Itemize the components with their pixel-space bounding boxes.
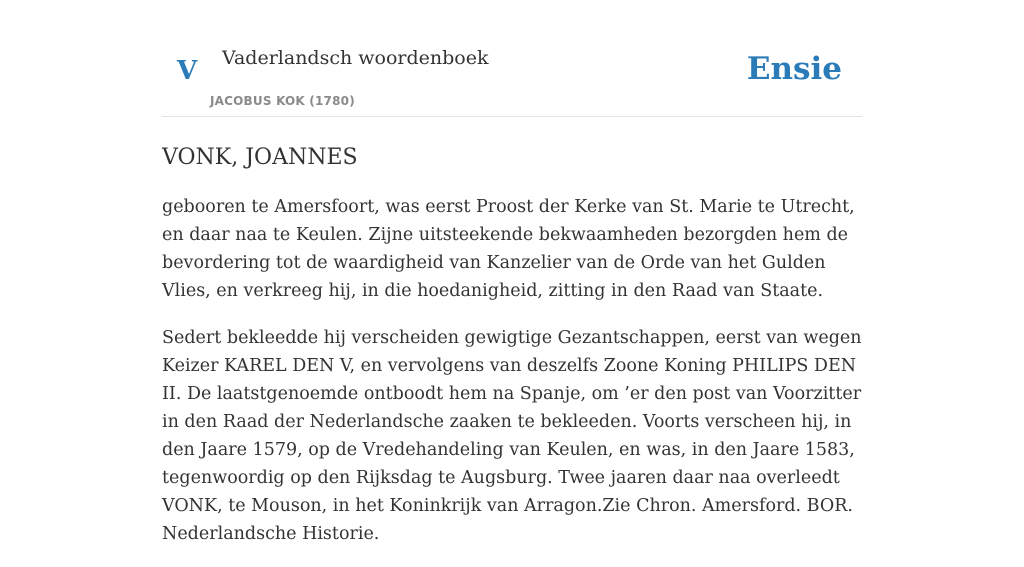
- letter-index-link[interactable]: V: [177, 56, 198, 86]
- ensie-logo-link[interactable]: Ensie: [746, 51, 842, 87]
- book-author: JACOBUS KOK (1780): [210, 94, 355, 108]
- book-title-link[interactable]: Vaderlandsch woordenboek: [222, 47, 489, 69]
- article-body: [162, 193, 862, 548]
- site-header: [162, 0, 862, 117]
- article-paragraph: Sedert bekleedde hij verscheiden gewigtige Gezantschappen, eerst van wegen Keizer KAREL DEN V, en vervolgens van deszelfs Zoone Koning PHILIPS DEN II. De laatstgenoemde ontboodt hem na Spanje, om ’er den post van Voorzitter in den Raad der Nederlandsche zaaken te bekleeden. Voorts verscheen hij, in den Jaare 1579, op de Vredehandeling van Keulen, en was, in den Jaare 1583, tegenwoordig op den Rijksdag te Augsburg. Twee jaaren daar naa overleedt VONK, te Mouson, in het Koninkrijk van Arragon.Zie Chron. Amersford. BOR. Nederlandsche Historie.: [162, 328, 862, 544]
- article-paragraph: gebooren te Amersfoort, was eerst Proost der Kerke van St. Marie te Utrecht, en daar naa te Keulen. Zijne uitsteekende bekwaamheden bezorgden hem de bevordering tot de waardigheid van Kanzelier van de Orde van het Gulden Vlies, en verkreeg hij, in die hoedanigheid, zitting in den Raad van Staate.: [162, 197, 855, 301]
- article-title: VONK, JOANNES: [162, 145, 358, 170]
- page-container: [162, 0, 862, 567]
